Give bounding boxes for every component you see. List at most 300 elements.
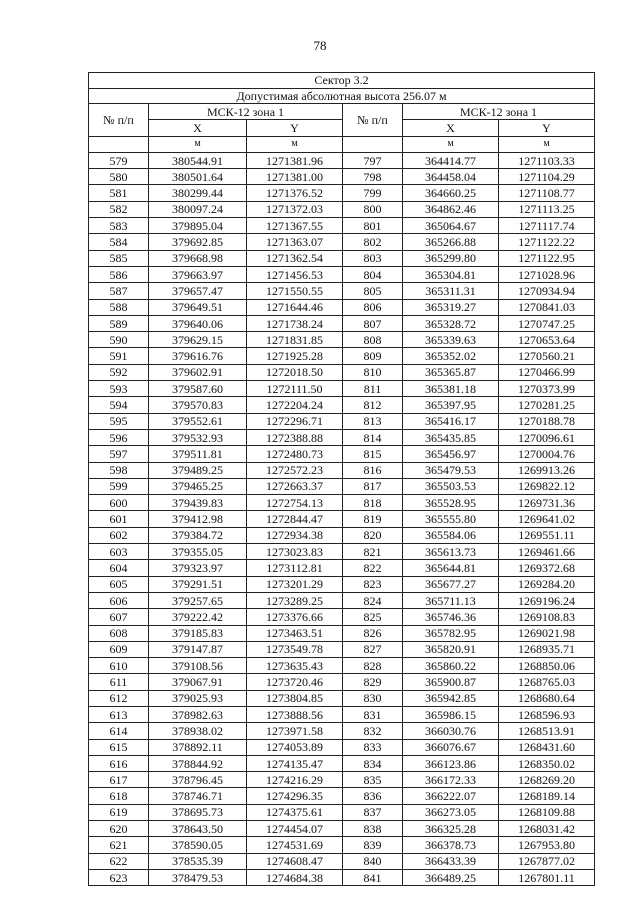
- point-number-right: 807: [343, 315, 403, 331]
- table-row: [89, 821, 595, 837]
- x-left: 379439.83: [149, 495, 247, 511]
- point-number-right: 810: [343, 364, 403, 380]
- point-number-left: 586: [89, 266, 149, 282]
- table-row: [89, 201, 595, 217]
- table-row: [89, 152, 595, 168]
- y-left: 1271644.46: [247, 299, 343, 315]
- y-right: 1268765.03: [499, 674, 595, 690]
- x-left: 379384.72: [149, 527, 247, 543]
- table-row: [89, 625, 595, 641]
- y-right: 1268269.20: [499, 772, 595, 788]
- x-right: 365942.85: [403, 690, 499, 706]
- point-number-right: 821: [343, 544, 403, 560]
- point-number-left: 599: [89, 478, 149, 494]
- y-right: 1269372.68: [499, 560, 595, 576]
- table-row: [89, 185, 595, 201]
- table-row: [89, 772, 595, 788]
- y-left: 1274135.47: [247, 755, 343, 771]
- point-number-left: 589: [89, 315, 149, 331]
- table-row: [89, 674, 595, 690]
- point-number-left: 606: [89, 592, 149, 608]
- y-right: 1268680.64: [499, 690, 595, 706]
- table-row: [89, 169, 595, 185]
- point-number-right: 818: [343, 495, 403, 511]
- point-number-left: 615: [89, 739, 149, 755]
- table-row: [89, 283, 595, 299]
- x-right: 365381.18: [403, 381, 499, 397]
- point-number-right: 811: [343, 381, 403, 397]
- x-right: 365503.53: [403, 478, 499, 494]
- x-right: 365435.85: [403, 429, 499, 445]
- table-row: [89, 641, 595, 657]
- x-left: 379616.76: [149, 348, 247, 364]
- x-left: 379532.93: [149, 429, 247, 445]
- table-row: [89, 560, 595, 576]
- point-number-left: 601: [89, 511, 149, 527]
- x-left: 379570.83: [149, 397, 247, 413]
- y-header-right: Y: [499, 120, 595, 136]
- x-right: 365319.27: [403, 299, 499, 315]
- x-left: 379552.61: [149, 413, 247, 429]
- x-left: 379465.25: [149, 478, 247, 494]
- point-number-right: 831: [343, 706, 403, 722]
- x-right: 366123.86: [403, 755, 499, 771]
- point-number-right: 817: [343, 478, 403, 494]
- table-body: [89, 152, 595, 885]
- x-left: 379692.85: [149, 234, 247, 250]
- x-left: 379895.04: [149, 218, 247, 234]
- table-row: [89, 739, 595, 755]
- point-number-left: 597: [89, 446, 149, 462]
- y-left: 1274531.69: [247, 837, 343, 853]
- point-number-left: 583: [89, 218, 149, 234]
- point-number-left: 612: [89, 690, 149, 706]
- sector-title: Сектор 3.2: [89, 73, 595, 89]
- point-number-left: 600: [89, 495, 149, 511]
- x-left: 380501.64: [149, 169, 247, 185]
- y-right: 1268350.02: [499, 755, 595, 771]
- x-left: 379629.15: [149, 332, 247, 348]
- y-right: 1271103.33: [499, 152, 595, 168]
- point-number-right: 799: [343, 185, 403, 201]
- y-left: 1272480.73: [247, 446, 343, 462]
- point-number-left: 610: [89, 658, 149, 674]
- y-right: 1269641.02: [499, 511, 595, 527]
- y-right: 1270560.21: [499, 348, 595, 364]
- point-number-right: 820: [343, 527, 403, 543]
- x-left: 378938.02: [149, 723, 247, 739]
- x-right: 365266.88: [403, 234, 499, 250]
- y-left: 1274608.47: [247, 853, 343, 869]
- x-right: 366222.07: [403, 788, 499, 804]
- point-number-left: 593: [89, 381, 149, 397]
- x-left: 379657.47: [149, 283, 247, 299]
- y-left: 1272296.71: [247, 413, 343, 429]
- x-right: 366325.28: [403, 821, 499, 837]
- x-left: 379185.83: [149, 625, 247, 641]
- point-number-right: 819: [343, 511, 403, 527]
- unit-empty-left: [89, 136, 149, 152]
- table-row: [89, 478, 595, 494]
- y-right: 1269284.20: [499, 576, 595, 592]
- table-row: [89, 315, 595, 331]
- table-row: [89, 299, 595, 315]
- y-right: 1271028.96: [499, 266, 595, 282]
- y-right: 1268850.06: [499, 658, 595, 674]
- table-row: [89, 218, 595, 234]
- x-right: 364414.77: [403, 152, 499, 168]
- y-left: 1273112.81: [247, 560, 343, 576]
- table-row: [89, 527, 595, 543]
- point-number-right: 805: [343, 283, 403, 299]
- y-right: 1271104.29: [499, 169, 595, 185]
- point-number-right: 834: [343, 755, 403, 771]
- y-right: 1268513.91: [499, 723, 595, 739]
- x-left: 379640.06: [149, 315, 247, 331]
- point-number-right: 809: [343, 348, 403, 364]
- coordinates-table: [88, 72, 595, 886]
- x-right: 365064.67: [403, 218, 499, 234]
- point-number-left: 602: [89, 527, 149, 543]
- x-right: 365365.87: [403, 364, 499, 380]
- x-right: 366378.73: [403, 837, 499, 853]
- point-number-right: 824: [343, 592, 403, 608]
- table-row: [89, 723, 595, 739]
- table-row: [89, 592, 595, 608]
- x-left: 379257.65: [149, 592, 247, 608]
- point-number-right: 828: [343, 658, 403, 674]
- x-left: 379668.98: [149, 250, 247, 266]
- x-left: 378892.11: [149, 739, 247, 755]
- y-left: 1274216.29: [247, 772, 343, 788]
- point-number-right: 816: [343, 462, 403, 478]
- x-left: 379323.97: [149, 560, 247, 576]
- table-row: [89, 462, 595, 478]
- y-left: 1273888.56: [247, 706, 343, 722]
- x-left: 379222.42: [149, 609, 247, 625]
- x-header-right: X: [403, 120, 499, 136]
- unit-y-right: м: [499, 136, 595, 152]
- x-right: 365900.87: [403, 674, 499, 690]
- point-number-left: 585: [89, 250, 149, 266]
- point-number-left: 590: [89, 332, 149, 348]
- table-row: [89, 266, 595, 282]
- table-row: [89, 544, 595, 560]
- x-left: 379587.60: [149, 381, 247, 397]
- x-right: 365304.81: [403, 266, 499, 282]
- y-right: 1269021.98: [499, 625, 595, 641]
- point-number-left: 609: [89, 641, 149, 657]
- x-right: 365339.63: [403, 332, 499, 348]
- y-left: 1273201.29: [247, 576, 343, 592]
- x-left: 379602.91: [149, 364, 247, 380]
- table-row: [89, 397, 595, 413]
- unit-x-left: м: [149, 136, 247, 152]
- y-left: 1271738.24: [247, 315, 343, 331]
- y-left: 1273023.83: [247, 544, 343, 560]
- y-left: 1271550.55: [247, 283, 343, 299]
- point-number-right: 797: [343, 152, 403, 168]
- point-number-left: 596: [89, 429, 149, 445]
- y-right: 1268109.88: [499, 804, 595, 820]
- point-number-left: 594: [89, 397, 149, 413]
- point-number-right: 835: [343, 772, 403, 788]
- x-right: 365311.31: [403, 283, 499, 299]
- x-right: 365299.80: [403, 250, 499, 266]
- y-right: 1268189.14: [499, 788, 595, 804]
- y-left: 1272934.38: [247, 527, 343, 543]
- y-left: 1271831.85: [247, 332, 343, 348]
- point-number-left: 621: [89, 837, 149, 853]
- x-right: 366273.05: [403, 804, 499, 820]
- point-number-left: 607: [89, 609, 149, 625]
- y-left: 1273376.66: [247, 609, 343, 625]
- point-number-left: 580: [89, 169, 149, 185]
- x-right: 365555.80: [403, 511, 499, 527]
- x-left: 379489.25: [149, 462, 247, 478]
- table-row: [89, 755, 595, 771]
- point-number-left: 588: [89, 299, 149, 315]
- x-right: 366172.33: [403, 772, 499, 788]
- x-left: 379067.91: [149, 674, 247, 690]
- point-number-left: 591: [89, 348, 149, 364]
- y-right: 1269551.11: [499, 527, 595, 543]
- x-right: 366433.39: [403, 853, 499, 869]
- crs-label-left: МСК-12 зона 1: [149, 104, 343, 120]
- crs-label-right: МСК-12 зона 1: [403, 104, 595, 120]
- y-right: 1271113.25: [499, 201, 595, 217]
- x-right: 365584.06: [403, 527, 499, 543]
- x-left: 380097.24: [149, 201, 247, 217]
- point-number-right: 814: [343, 429, 403, 445]
- table-row: [89, 576, 595, 592]
- point-number-right: 839: [343, 837, 403, 853]
- y-right: 1268935.71: [499, 641, 595, 657]
- x-right: 366030.76: [403, 723, 499, 739]
- point-number-right: 833: [343, 739, 403, 755]
- point-number-right: 825: [343, 609, 403, 625]
- y-right: 1268031.42: [499, 821, 595, 837]
- y-right: 1270841.03: [499, 299, 595, 315]
- y-left: 1274375.61: [247, 804, 343, 820]
- y-left: 1271925.28: [247, 348, 343, 364]
- table-row: [89, 495, 595, 511]
- y-left: 1271381.00: [247, 169, 343, 185]
- x-left: 378535.39: [149, 853, 247, 869]
- table-row: [89, 511, 595, 527]
- point-number-left: 623: [89, 869, 149, 885]
- x-left: 379108.56: [149, 658, 247, 674]
- point-number-left: 613: [89, 706, 149, 722]
- table-row: [89, 853, 595, 869]
- y-left: 1273549.78: [247, 641, 343, 657]
- table-row: [89, 690, 595, 706]
- y-right: 1269822.12: [499, 478, 595, 494]
- table-row: [89, 706, 595, 722]
- x-left: 378643.50: [149, 821, 247, 837]
- y-left: 1271381.96: [247, 152, 343, 168]
- point-number-right: 840: [343, 853, 403, 869]
- y-left: 1272663.37: [247, 478, 343, 494]
- unit-x-right: м: [403, 136, 499, 152]
- x-left: 378982.63: [149, 706, 247, 722]
- x-left: 378479.53: [149, 869, 247, 885]
- x-left: 378796.45: [149, 772, 247, 788]
- y-left: 1273804.85: [247, 690, 343, 706]
- x-right: 365416.17: [403, 413, 499, 429]
- x-right: 365352.02: [403, 348, 499, 364]
- table-row: [89, 869, 595, 885]
- y-left: 1271456.53: [247, 266, 343, 282]
- y-right: 1271117.74: [499, 218, 595, 234]
- x-left: 379355.05: [149, 544, 247, 560]
- table-row: [89, 234, 595, 250]
- point-number-right: 830: [343, 690, 403, 706]
- y-right: 1271108.77: [499, 185, 595, 201]
- y-left: 1274684.38: [247, 869, 343, 885]
- point-number-left: 604: [89, 560, 149, 576]
- x-right: 365479.53: [403, 462, 499, 478]
- x-right: 365746.36: [403, 609, 499, 625]
- num-header-left: № п/п: [89, 104, 149, 137]
- x-left: 379649.51: [149, 299, 247, 315]
- y-left: 1272111.50: [247, 381, 343, 397]
- point-number-left: 622: [89, 853, 149, 869]
- y-left: 1271372.03: [247, 201, 343, 217]
- y-right: 1269108.83: [499, 609, 595, 625]
- x-left: 380299.44: [149, 185, 247, 201]
- y-right: 1268596.93: [499, 706, 595, 722]
- point-number-right: 801: [343, 218, 403, 234]
- y-left: 1272388.88: [247, 429, 343, 445]
- table-row: [89, 348, 595, 364]
- y-left: 1271376.52: [247, 185, 343, 201]
- x-left: 379511.81: [149, 446, 247, 462]
- x-right: 365456.97: [403, 446, 499, 462]
- point-number-right: 798: [343, 169, 403, 185]
- point-number-left: 605: [89, 576, 149, 592]
- y-right: 1267877.02: [499, 853, 595, 869]
- point-number-right: 813: [343, 413, 403, 429]
- num-header-right: № п/п: [343, 104, 403, 137]
- point-number-left: 584: [89, 234, 149, 250]
- y-left: 1271363.07: [247, 234, 343, 250]
- point-number-left: 620: [89, 821, 149, 837]
- x-right: 365820.91: [403, 641, 499, 657]
- x-left: 379663.97: [149, 266, 247, 282]
- page-number: 78: [313, 38, 327, 53]
- x-right: 365613.73: [403, 544, 499, 560]
- y-right: 1270653.64: [499, 332, 595, 348]
- point-number-right: 804: [343, 266, 403, 282]
- unit-y-left: м: [247, 136, 343, 152]
- x-left: 380544.91: [149, 152, 247, 168]
- y-right: 1270373.99: [499, 381, 595, 397]
- y-right: 1269731.36: [499, 495, 595, 511]
- x-left: 378590.05: [149, 837, 247, 853]
- point-number-left: 581: [89, 185, 149, 201]
- table-row: [89, 332, 595, 348]
- point-number-left: 608: [89, 625, 149, 641]
- table-row: [89, 413, 595, 429]
- point-number-left: 598: [89, 462, 149, 478]
- y-left: 1271362.54: [247, 250, 343, 266]
- y-right: 1267801.11: [499, 869, 595, 885]
- y-right: 1270934.94: [499, 283, 595, 299]
- point-number-right: 815: [343, 446, 403, 462]
- y-left: 1272204.24: [247, 397, 343, 413]
- x-right: 365860.22: [403, 658, 499, 674]
- table-row: [89, 804, 595, 820]
- y-right: 1271122.22: [499, 234, 595, 250]
- table-row: [89, 364, 595, 380]
- x-left: 378746.71: [149, 788, 247, 804]
- y-right: 1270747.25: [499, 315, 595, 331]
- point-number-right: 832: [343, 723, 403, 739]
- x-right: 365397.95: [403, 397, 499, 413]
- x-right: 365711.13: [403, 592, 499, 608]
- point-number-right: 800: [343, 201, 403, 217]
- point-number-right: 806: [343, 299, 403, 315]
- y-right: 1270096.61: [499, 429, 595, 445]
- point-number-right: 829: [343, 674, 403, 690]
- x-left: 379025.93: [149, 690, 247, 706]
- y-left: 1274053.89: [247, 739, 343, 755]
- x-right: 365328.72: [403, 315, 499, 331]
- x-right: 364458.04: [403, 169, 499, 185]
- x-header-left: X: [149, 120, 247, 136]
- x-left: 379412.98: [149, 511, 247, 527]
- y-left: 1273971.58: [247, 723, 343, 739]
- point-number-right: 802: [343, 234, 403, 250]
- x-right: 366489.25: [403, 869, 499, 885]
- table-row: [89, 250, 595, 266]
- y-left: 1273635.43: [247, 658, 343, 674]
- point-number-left: 614: [89, 723, 149, 739]
- point-number-left: 603: [89, 544, 149, 560]
- point-number-right: 826: [343, 625, 403, 641]
- point-number-left: 617: [89, 772, 149, 788]
- x-right: 364862.46: [403, 201, 499, 217]
- point-number-right: 812: [343, 397, 403, 413]
- point-number-right: 827: [343, 641, 403, 657]
- x-left: 378695.73: [149, 804, 247, 820]
- point-number-right: 841: [343, 869, 403, 885]
- point-number-left: 611: [89, 674, 149, 690]
- point-number-left: 619: [89, 804, 149, 820]
- y-left: 1273289.25: [247, 592, 343, 608]
- y-left: 1274454.07: [247, 821, 343, 837]
- point-number-left: 587: [89, 283, 149, 299]
- y-right: 1270188.78: [499, 413, 595, 429]
- y-left: 1273463.51: [247, 625, 343, 641]
- x-right: 365677.27: [403, 576, 499, 592]
- x-right: 365986.15: [403, 706, 499, 722]
- y-left: 1272844.47: [247, 511, 343, 527]
- x-right: 364660.25: [403, 185, 499, 201]
- y-left: 1272572.23: [247, 462, 343, 478]
- x-right: 366076.67: [403, 739, 499, 755]
- table-row: [89, 446, 595, 462]
- table-row: [89, 429, 595, 445]
- point-number-right: 838: [343, 821, 403, 837]
- point-number-left: 582: [89, 201, 149, 217]
- point-number-left: 595: [89, 413, 149, 429]
- unit-empty-right: [343, 136, 403, 152]
- point-number-right: 803: [343, 250, 403, 266]
- height-note: Допустимая абсолютная высота 256.07 м: [89, 88, 595, 104]
- y-right: 1271122.95: [499, 250, 595, 266]
